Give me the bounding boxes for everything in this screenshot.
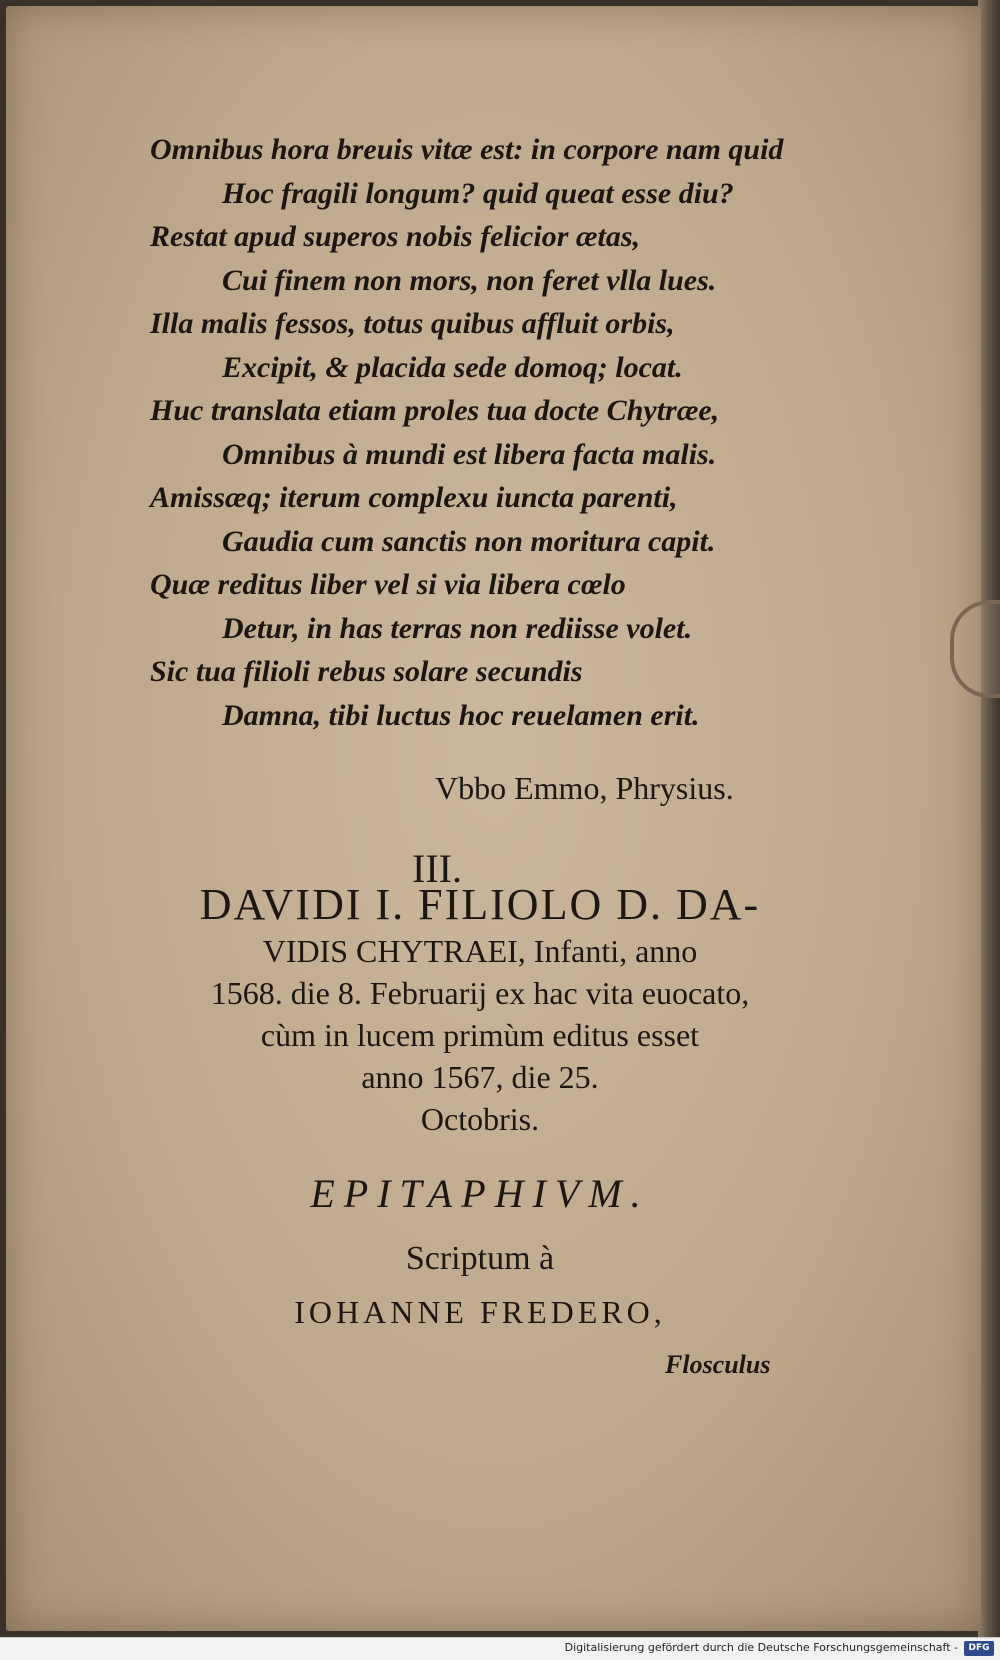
- dedication-heading: [150, 880, 810, 1140]
- poem-line: Excipit, & placida sede domoq; locat.: [222, 350, 683, 384]
- scriptum-line: Scriptum à: [405, 1240, 555, 1277]
- dfg-logo-icon: DFG: [964, 1641, 994, 1656]
- epitaph-author: IOHANNE FREDERO,: [294, 1294, 666, 1330]
- poem-line: Quæ reditus liber vel si via libera cœlo: [150, 568, 626, 601]
- poem-block: [150, 128, 850, 737]
- poem-line: Huc translata etiam proles tua docte Chytræe,: [150, 394, 720, 427]
- book-edge: [978, 0, 1000, 1660]
- heading-line-2: VIDIS CHYTRAEI, Infanti, anno: [262, 933, 698, 969]
- poem-line: Damna, tibi luctus hoc reuelamen erit.: [222, 698, 700, 732]
- poem-line: Omnibus hora breuis vitæ est: in corpore nam quid: [150, 133, 784, 166]
- poem-line: Sic tua filioli rebus solare secundis: [150, 655, 583, 688]
- poem-line: Gaudia cum sanctis non moritura capit.: [222, 524, 716, 558]
- poem-line: Hoc fragili longum? quid queat esse diu?: [222, 176, 734, 210]
- heading-line-1: DAVIDI I. FILIOLO D. DA-: [199, 880, 761, 929]
- epitaph-title: EPITAPHIVM.: [310, 1171, 650, 1216]
- catchword: Flosculus: [665, 1350, 771, 1379]
- poem-line: Cui finem non mors, non feret vlla lues.: [222, 263, 717, 297]
- section-numeral: III.: [412, 846, 462, 891]
- digitization-footer: [0, 1637, 1000, 1660]
- footer-credit: Digitalisierung gefördert durch die Deutsche Forschungsgemeinschaft -: [564, 1641, 958, 1654]
- poem-author: Vbbo Emmo, Phrysius.: [435, 770, 734, 806]
- poem-line: Illa malis fessos, totus quibus affluit orbis,: [150, 307, 675, 340]
- heading-line-5: anno 1567, die 25.: [361, 1059, 599, 1095]
- heading-line-3: 1568. die 8. Februarij ex hac vita euocato,: [210, 975, 750, 1011]
- heading-line-6: Octobris.: [420, 1101, 540, 1137]
- poem-line: Detur, in has terras non rediisse volet.: [222, 611, 693, 645]
- poem-line: Restat apud superos nobis felicior ætas,: [150, 220, 641, 253]
- poem-line: Omnibus à mundi est libera facta malis.: [222, 437, 717, 471]
- poem-line: Amissæq; iterum complexu iuncta parenti,: [150, 481, 678, 514]
- heading-line-4: cùm in lucem primùm editus esset: [260, 1017, 700, 1053]
